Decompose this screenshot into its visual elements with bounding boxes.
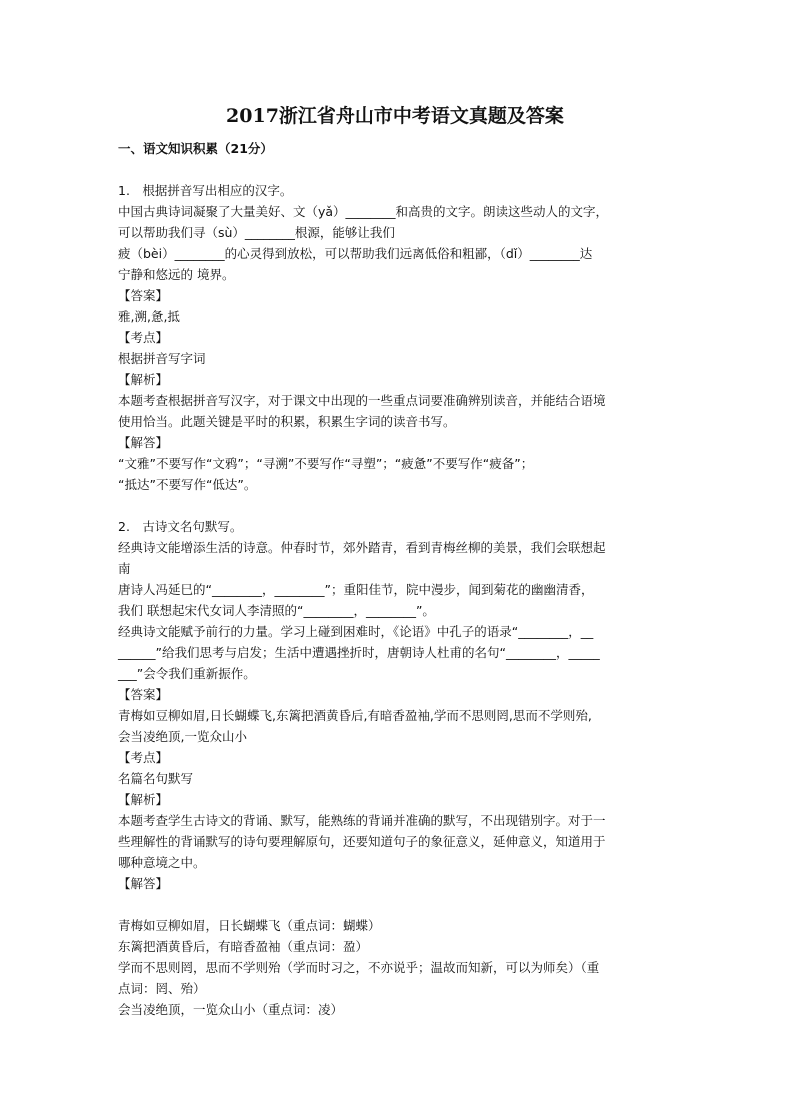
q2-answer-heading: 【答案】 xyxy=(118,687,169,702)
q1-solution-heading: 【解答】 xyxy=(118,435,169,450)
q2-line: 南 xyxy=(118,561,131,576)
q2-answer: 会当凌绝顶,一览众山小 xyxy=(118,729,247,744)
q2-line: ______”给我们思考与启发；生活中遭遇挫折时，唐朝诗人杜甫的名句“________，_____ xyxy=(118,645,600,660)
q2-solution: 会当凌绝顶，一览众山小（重点词：凌） xyxy=(118,1002,344,1017)
q1-point-heading: 【考点】 xyxy=(118,330,169,345)
q1-line: 1. 根据拼音写出相应的汉字。 xyxy=(118,183,293,198)
q2-point: 名篇名句默写 xyxy=(118,771,194,786)
q1-answer: 雅,溯,惫,抵 xyxy=(118,309,180,324)
q2-analysis: 些理解性的背诵默写的诗句要理解原句，还要知道句子的象征意义，延伸意义，知道用于 xyxy=(118,834,606,849)
q1-answer-heading: 【答案】 xyxy=(118,288,169,303)
q2-answer: 青梅如豆柳如眉,日长蝴蝶飞,东篱把酒黄昏后,有暗香盈袖,学而不思则罔,思而不学则殆, xyxy=(118,708,592,723)
spacer xyxy=(118,495,678,516)
q1-line: 可以帮助我们寻（sù）________根源，能够让我们 xyxy=(118,225,395,240)
question-2 xyxy=(118,516,678,1020)
q2-analysis-heading: 【解析】 xyxy=(118,792,169,807)
q2-analysis: 本题考查学生古诗文的背诵、默写，能熟练的背诵并准确的默写，不出现错别字。对于一 xyxy=(118,813,606,828)
section-heading: 一、语文知识积累（21分） xyxy=(118,141,273,156)
q2-solution-heading: 【解答】 xyxy=(118,876,169,891)
q2-point-heading: 【考点】 xyxy=(118,750,169,765)
q1-analysis: 本题考查根据拼音写汉字，对于课文中出现的一些重点词要准确辨别读音，并能结合语境 xyxy=(118,393,606,408)
q2-solution: 青梅如豆柳如眉，日长蝴蝶飞（重点词：蝴蝶） xyxy=(118,918,381,933)
q2-line: 2. 古诗文名句默写。 xyxy=(118,519,243,534)
q2-analysis: 哪种意境之中。 xyxy=(118,855,206,870)
q2-line: 我们 联想起宋代女词人李清照的“________，________”。 xyxy=(118,603,435,618)
q1-solution: “抵达”不要写作“低达”。 xyxy=(118,477,257,492)
q1-line: 中国古典诗词凝聚了大量美好、文（yǎ）________和高贵的文字。朗读这些动人的文字， xyxy=(118,204,609,219)
q1-line: 宁静和悠远的 境界。 xyxy=(118,267,235,282)
q1-solution: “文雅”不要写作“文鸦”；“寻溯”不要写作“寻塑”；“疲惫”不要写作“疲备”； xyxy=(118,456,534,471)
q1-analysis-heading: 【解析】 xyxy=(118,372,169,387)
q2-solution: 东篱把酒黄昏后，有暗香盈袖（重点词：盈） xyxy=(118,939,369,954)
q1-line: 疲（bèi）________的心灵得到放松，可以帮助我们远离低俗和粗鄙，（dǐ）________达 xyxy=(118,246,593,261)
q1-analysis: 使用恰当。此题关键是平时的积累，积累生字词的读音书写。 xyxy=(118,414,456,429)
q2-solution: 学而不思则罔，思而不学则殆（学而时习之，不亦说乎；温故而知新，可以为师矣）（重 xyxy=(118,960,600,975)
q1-point: 根据拼音写字词 xyxy=(118,351,206,366)
question-1 xyxy=(118,180,678,495)
spacer xyxy=(118,894,678,915)
q2-line: 唐诗人冯延巳的“________，________”；重阳佳节，院中漫步，闻到菊花的幽幽清香， xyxy=(118,582,594,597)
q2-line: ___”会令我们重新振作。 xyxy=(118,666,256,681)
document-body xyxy=(118,138,678,1020)
q2-solution: 点词：罔、殆） xyxy=(118,981,206,996)
q2-line: 经典诗文能赋予前行的力量。学习上碰到困难时，《论语》中孔子的语录“________，__ xyxy=(118,624,594,639)
spacer xyxy=(118,159,678,180)
q2-line: 经典诗文能增添生活的诗意。仲春时节，郊外踏青，看到青梅丝柳的美景，我们会联想起 xyxy=(118,540,606,555)
document-title: 2017浙江省舟山市中考语文真题及答案 xyxy=(226,105,564,127)
